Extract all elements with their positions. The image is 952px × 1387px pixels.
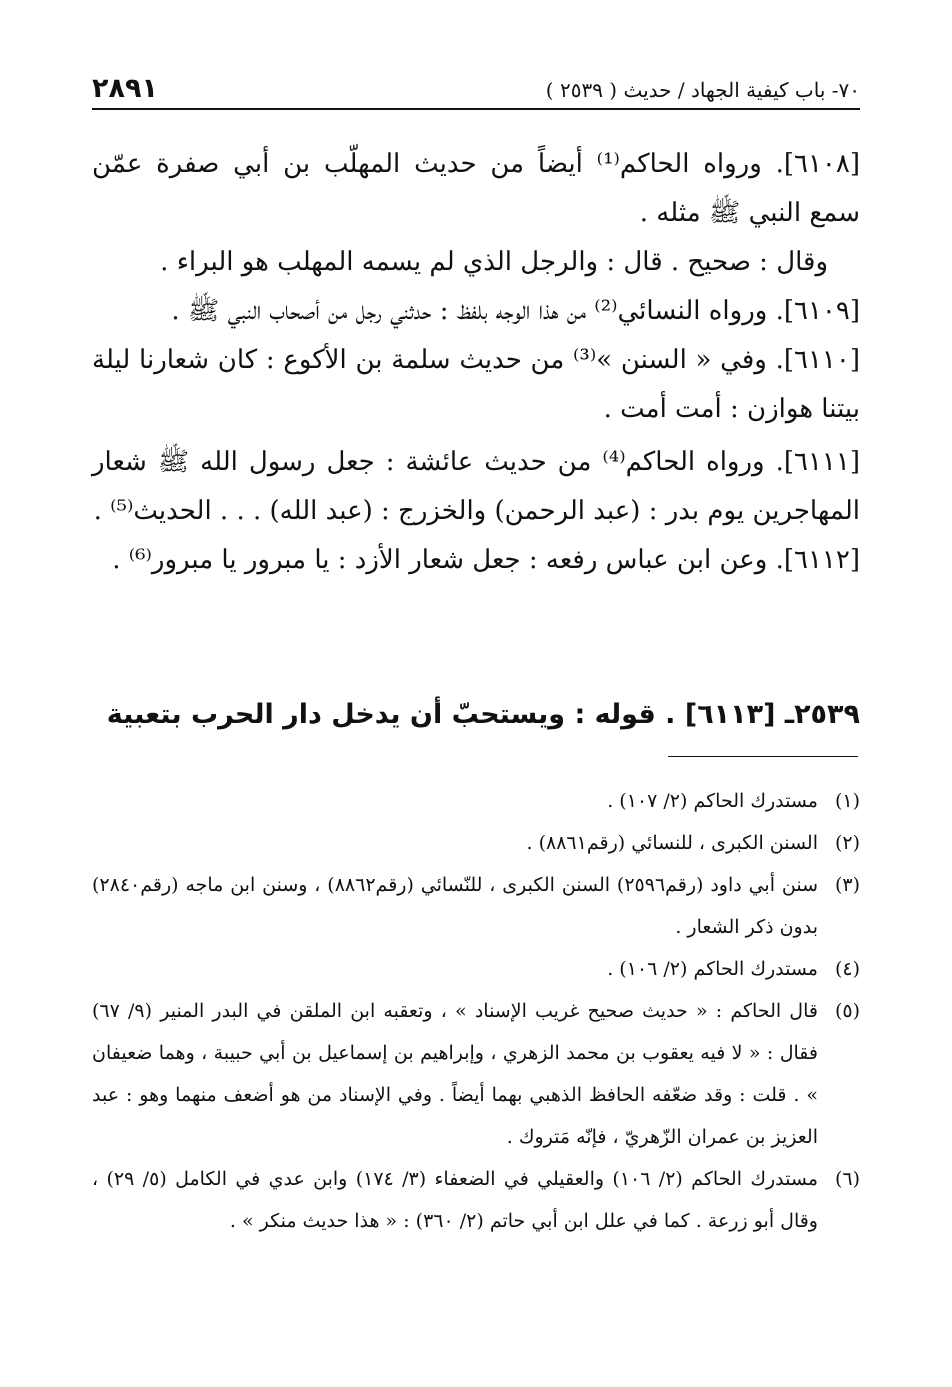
footnotes xyxy=(92,780,860,1242)
footnote-text: السنن الكبرى ، للنسائي (رقم٨٨٦١) . xyxy=(526,832,818,854)
footnote xyxy=(92,948,860,990)
section-heading: ٢٥٣٩ـ [٦١١٣] . قوله : ويستحبّ أن يدخل دار الحرب بتعبية xyxy=(106,699,860,730)
footnote xyxy=(92,780,860,822)
footnote-text: مستدرك الحاكم (٢/ ١٠٦) والعقيلي في الضعفاء (٣/ ١٧٤) وابن عدي في الكامل (٥/ ٢٩) ، وقال أبو زرعة . كما في علل ابن أبي حاتم (٢/ ٣٦٠) : « هذا حديث منكر » . xyxy=(92,1168,819,1232)
footnote-number: (٥) xyxy=(834,1000,860,1022)
paragraph: [٦١٠٨]. ورواه الحاكم⁽¹⁾ أيضاً من حديث المهلّب بن أبي صفرة عمّن سمع النبي ﷺ مثله . xyxy=(92,149,860,228)
footnote-number: (٦) xyxy=(834,1168,860,1190)
footnote-text: سنن أبي داود (رقم٢٥٩٦) السنن الكبرى ، للنّسائي (رقم٨٨٦٢) ، وسنن ابن ماجه (رقم٢٨٤٠) بدون ذكر الشعار . xyxy=(92,874,818,938)
footnote xyxy=(92,822,860,864)
page-number: ٢٨٩١ xyxy=(92,73,158,104)
footnote-number: (٢) xyxy=(834,832,860,854)
footnote-number: (٤) xyxy=(834,958,860,980)
paragraph: [٦١١٠]. وفي « السنن »⁽³⁾ من حديث سلمة بن الأكوع : كان شعارنا ليلة بيتنا هوازن : أمت أمت . xyxy=(92,345,860,424)
paragraph: [٦١٠٩]. ورواه النسائي⁽²⁾ من هذا الوجه بلفظ : حدثني رجل من أصحاب النبي ﷺ . xyxy=(171,296,860,326)
footnote-number: (٣) xyxy=(834,874,860,896)
footnote xyxy=(92,1158,860,1242)
paragraph: وقال : صحيح . قال : والرجل الذي لم يسمه المهلب هو البراء . xyxy=(160,247,828,277)
main-text xyxy=(92,140,860,585)
footnote xyxy=(92,864,860,948)
footnote-number: (١) xyxy=(834,790,860,812)
footnote-separator xyxy=(668,756,858,757)
page-header xyxy=(92,70,860,110)
paragraph: [٦١١١]. ورواه الحاكم⁽⁴⁾ من حديث عائشة : جعل رسول الله ﷺ شعار المهاجرين يوم بدر : (عبد الرحمن) والخزرج : (عبد الله) . . . الحديث⁽⁵⁾ . xyxy=(92,447,860,526)
footnote-text: قال الحاكم : « حديث صحيح غريب الإسناد » ، وتعقبه ابن الملقن في البدر المنير (٩/ ٦٧) فقال : « لا فيه يعقوب بن محمد الزهري ، وإبراهيم بن إسماعيل بن أبي حبيبة ، وهما ضعيفان » . قلت : وقد ضعّفه الحافظ الذهبي بهما أيضاً . وفي الإسناد من هو أضعف منهما وهو : عبد العزيز بن عمران الزّهريّ ، فإنّه مَتروك . xyxy=(92,1000,818,1148)
footnote-text: مستدرك الحاكم (٢/ ١٠٧) . xyxy=(607,790,818,812)
footnote xyxy=(92,990,860,1158)
paragraph: [٦١١٢]. وعن ابن عباس رفعه : جعل شعار الأزد : يا مبرور يا مبرور⁽⁶⁾ . xyxy=(112,545,860,575)
running-title: ٧٠- باب كيفية الجهاد / حديث ( ٢٥٣٩ ) xyxy=(545,78,860,102)
footnote-text: مستدرك الحاكم (٢/ ١٠٦) . xyxy=(607,958,818,980)
